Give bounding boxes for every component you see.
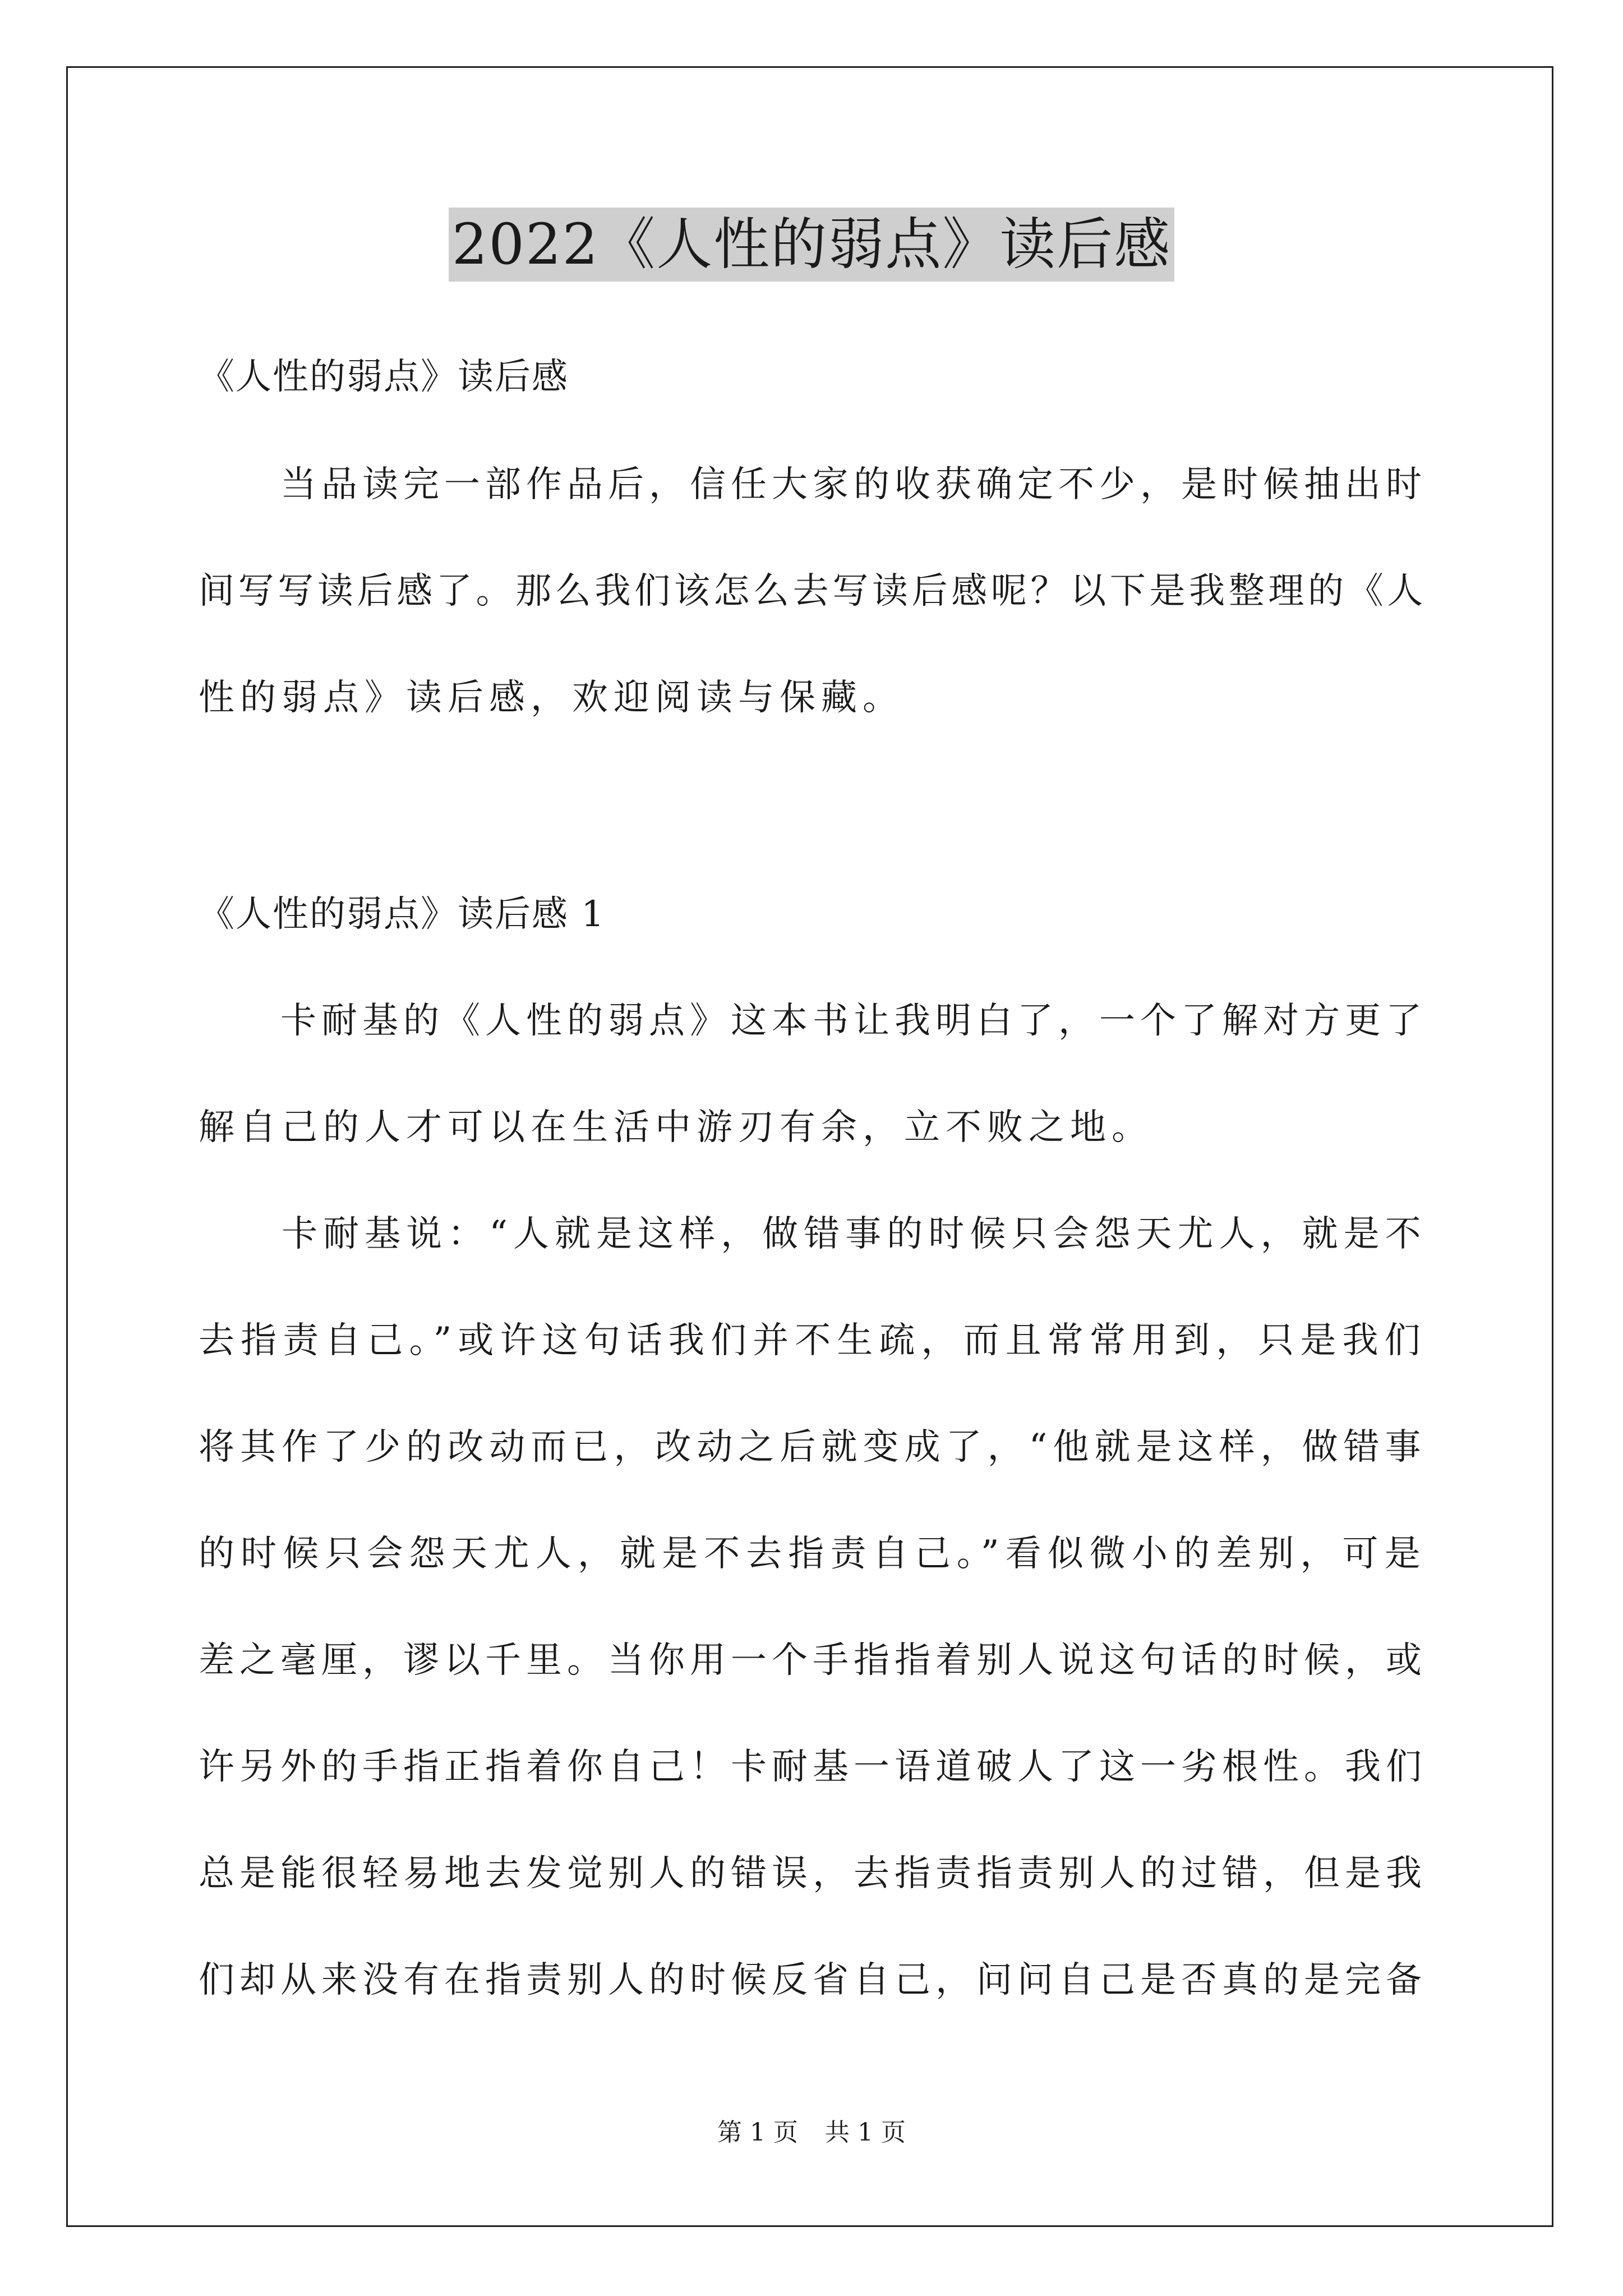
section1-line: 卡耐基说：“人就是这样，做错事的时候只会怨天尤人，就是不	[199, 1213, 1427, 1255]
title-container	[0, 208, 1623, 282]
section1-line: 卡耐基的《人性的弱点》这本书让我明白了，一个了解对方更了	[199, 1000, 1427, 1042]
section1-line: 总是能很轻易地去发觉别人的错误，去指责指责别人的过错，但是我	[199, 1853, 1427, 1894]
section1-line: 的时候只会怨天尤人，就是不去指责自己。”看似微小的差别，可是	[199, 1533, 1427, 1575]
section1-line: 差之毫厘，谬以千里。当你用一个手指指着别人说这句话的时候，或	[199, 1640, 1427, 1681]
section1-line: 将其作了少的改动而已，改动之后就变成了，“他就是这样，做错事	[199, 1427, 1427, 1468]
section1-line: 去指责自己。”或许这句话我们并不生疏，而且常常用到，只是我们	[199, 1320, 1427, 1361]
page-footer	[0, 2116, 1623, 2150]
section1-line: 许另外的手指正指着你自己！卡耐基一语道破人了这一劣根性。我们	[199, 1746, 1427, 1788]
section1-line: 解自己的人才可以在生活中游刃有余，立不败之地。	[199, 1107, 1153, 1148]
intro-line: 间写写读后感了。那么我们该怎么去写读后感呢？以下是我整理的《人	[199, 570, 1427, 612]
page-number: 第 1 页	[717, 2118, 798, 2147]
intro-line: 性的弱点》读后感，欢迎阅读与保藏。	[199, 677, 904, 719]
section1-line: 们却从来没有在指责别人的时候反省自己，问问自己是否真的是完备	[199, 1959, 1427, 2001]
document-title: 2022《人性的弱点》读后感	[449, 208, 1175, 282]
intro-heading: 《人性的弱点》读后感	[199, 356, 569, 398]
total-pages: 共 1 页	[825, 2118, 906, 2147]
section1-heading: 《人性的弱点》读后感 1	[199, 894, 606, 935]
intro-line: 当品读完一部作品后，信任大家的收获确定不少，是时候抽出时	[199, 464, 1427, 505]
